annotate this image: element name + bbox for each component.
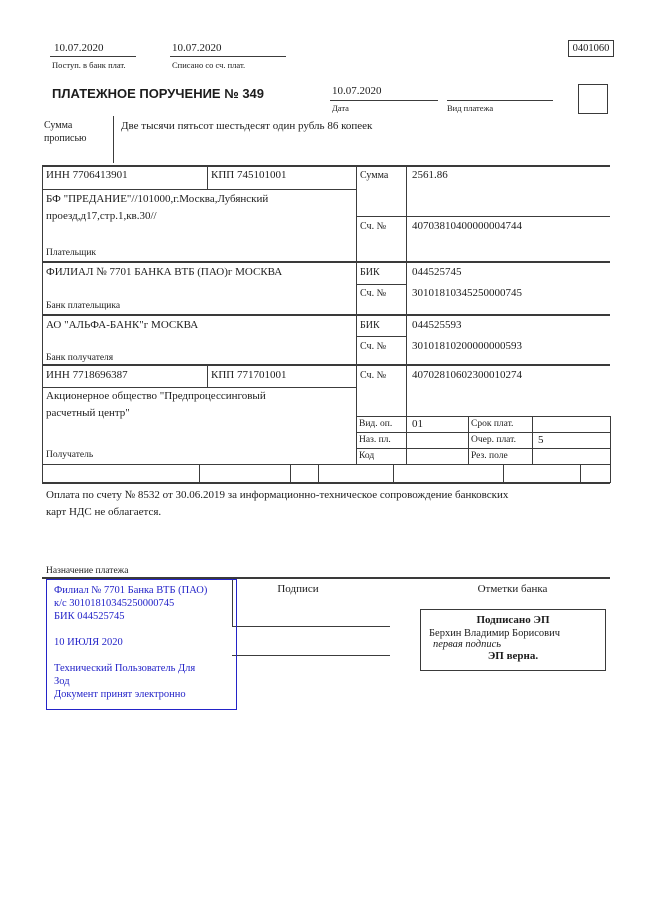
table-line bbox=[406, 165, 407, 464]
table-line bbox=[42, 464, 610, 465]
stamp-spacer bbox=[54, 649, 236, 662]
naz-pl-label: Наз. пл. bbox=[359, 435, 391, 445]
payer-bank-account: 30101810345250000745 bbox=[412, 287, 522, 299]
priority-label: Очер. плат. bbox=[471, 435, 516, 445]
stamp-bik: БИК 044525745 bbox=[54, 611, 125, 622]
payer-account: 40703810400000004744 bbox=[412, 220, 522, 232]
purpose-line2: карт НДС не облагается. bbox=[46, 506, 162, 518]
payer-label: Плательщик bbox=[46, 248, 97, 258]
payee-bank-bik-label: БИК bbox=[360, 320, 380, 331]
signature-line bbox=[232, 655, 390, 656]
stamp-bank-name: Филиал № 7701 Банка ВТБ (ПАО) bbox=[54, 585, 208, 596]
signer-name: Берхин Владимир Борисович bbox=[429, 628, 560, 639]
table-line bbox=[580, 464, 581, 482]
signatures-title: Подписи bbox=[277, 583, 319, 595]
table-line bbox=[42, 189, 356, 190]
received-label: Поступ. в банк плат. bbox=[52, 60, 126, 70]
signed-ep-title: Подписано ЭП bbox=[476, 614, 550, 626]
ep-valid-note: ЭП верна. bbox=[487, 650, 539, 662]
table-line bbox=[356, 448, 610, 449]
table-border bbox=[42, 364, 610, 366]
payer-inn: ИНН 7706413901 bbox=[46, 169, 128, 181]
payee-bank-name: АО "АЛЬФА-БАНК"г МОСКВА bbox=[46, 319, 199, 331]
table-border bbox=[42, 314, 610, 316]
payer-account-label: Сч. № bbox=[360, 221, 387, 232]
amount-words-label: Сумма прописью bbox=[44, 120, 87, 144]
table-line bbox=[42, 387, 356, 388]
payee-name-line1: Акционерное общество "Предпроцессинговый bbox=[46, 390, 266, 402]
table-line bbox=[290, 464, 291, 482]
payee-bank-label: Банк получателя bbox=[46, 353, 114, 363]
table-line bbox=[356, 416, 610, 417]
table-line bbox=[503, 464, 504, 482]
table-line bbox=[199, 464, 200, 482]
document-title: ПЛАТЕЖНОЕ ПОРУЧЕНИЕ № 349 bbox=[52, 86, 265, 101]
table-line bbox=[610, 416, 611, 483]
payee-account-label: Сч. № bbox=[360, 370, 387, 381]
payment-type-box bbox=[578, 84, 608, 114]
table-line bbox=[356, 216, 610, 217]
payee-kpp: КПП 771701001 bbox=[211, 369, 287, 381]
payer-bank-label: Банк плательщика bbox=[46, 301, 121, 311]
payee-bank-bik: 044525593 bbox=[412, 319, 462, 331]
stamp-user-line2: Зод bbox=[54, 676, 70, 687]
purpose-label: Назначение платежа bbox=[46, 566, 129, 576]
divider bbox=[50, 56, 136, 57]
payer-kpp: КПП 745101001 bbox=[211, 169, 287, 181]
payer-bank-bik: 044525745 bbox=[412, 266, 462, 278]
sum-label: Сумма bbox=[360, 170, 389, 181]
stamp-corr-account: к/с 30101810345250000745 bbox=[54, 598, 175, 609]
table-border bbox=[42, 261, 610, 263]
payer-bank-account-label: Сч. № bbox=[360, 288, 387, 299]
form-code-box: 0401060 bbox=[568, 40, 614, 57]
table-line bbox=[532, 416, 533, 464]
debited-date: 10.07.2020 bbox=[172, 42, 222, 54]
table-line bbox=[356, 284, 406, 285]
electronic-signature-box bbox=[420, 609, 606, 671]
payer-bank-name: ФИЛИАЛ № 7701 БАНКА ВТБ (ПАО)г МОСКВА bbox=[46, 266, 283, 278]
stamp-user-line1: Технический Пользователь Для bbox=[54, 663, 196, 674]
payee-label: Получатель bbox=[46, 450, 94, 460]
op-type-value: 01 bbox=[412, 418, 423, 430]
payment-type-label: Вид платежа bbox=[447, 103, 494, 113]
table-line bbox=[207, 364, 208, 387]
code-label: Код bbox=[359, 451, 375, 461]
table-line bbox=[393, 464, 394, 482]
payee-name-line2: расчетный центр" bbox=[46, 407, 130, 419]
divider bbox=[330, 100, 438, 101]
document-date: 10.07.2020 bbox=[332, 85, 382, 97]
divider bbox=[447, 100, 553, 101]
purpose-line1: Оплата по счету № 8532 от 30.06.2019 за информационно-техническое сопровождение банковских bbox=[46, 489, 509, 501]
table-line bbox=[356, 432, 610, 433]
stamp-date: 10 ИЮЛЯ 2020 bbox=[54, 637, 123, 648]
table-border bbox=[42, 165, 610, 167]
stamp-accepted-note: Документ принят электронно bbox=[54, 689, 186, 700]
table-border bbox=[42, 165, 43, 484]
stamp-spacer bbox=[54, 623, 236, 636]
table-border bbox=[42, 482, 610, 484]
bank-stamp bbox=[46, 579, 237, 710]
amount-words-value: Две тысячи пятьсот шестьдесят один рубль 86 копеек bbox=[121, 120, 373, 132]
table-line bbox=[356, 165, 357, 464]
divider bbox=[170, 56, 286, 57]
debited-label: Списано со сч. плат. bbox=[172, 60, 246, 70]
signature-line bbox=[232, 626, 390, 627]
sum-value: 2561.86 bbox=[412, 169, 448, 181]
table-line bbox=[468, 416, 469, 464]
table-line bbox=[207, 165, 208, 189]
due-date-label: Срок плат. bbox=[471, 419, 514, 429]
table-line bbox=[356, 336, 406, 337]
payee-bank-account: 30101810200000000593 bbox=[412, 340, 522, 352]
payee-account: 40702810602300010274 bbox=[412, 369, 522, 381]
reserve-field-label: Рез. поле bbox=[471, 451, 508, 461]
table-line bbox=[318, 464, 319, 482]
divider bbox=[113, 116, 114, 163]
signature-kind: первая подпись bbox=[433, 639, 502, 650]
payer-name-line2: проезд,д17,стр.1,кв.30// bbox=[46, 210, 157, 222]
date-label: Дата bbox=[332, 103, 349, 113]
op-type-label: Вид. оп. bbox=[359, 419, 393, 429]
priority-value: 5 bbox=[538, 434, 544, 446]
payee-bank-account-label: Сч. № bbox=[360, 341, 387, 352]
received-date: 10.07.2020 bbox=[54, 42, 104, 54]
bank-marks-title: Отметки банка bbox=[477, 583, 548, 595]
payer-name-line1: БФ "ПРЕДАНИЕ"//101000,г.Москва,Лубянский bbox=[46, 193, 269, 205]
payee-inn: ИНН 7718696387 bbox=[46, 369, 128, 381]
payer-bank-bik-label: БИК bbox=[360, 267, 380, 278]
